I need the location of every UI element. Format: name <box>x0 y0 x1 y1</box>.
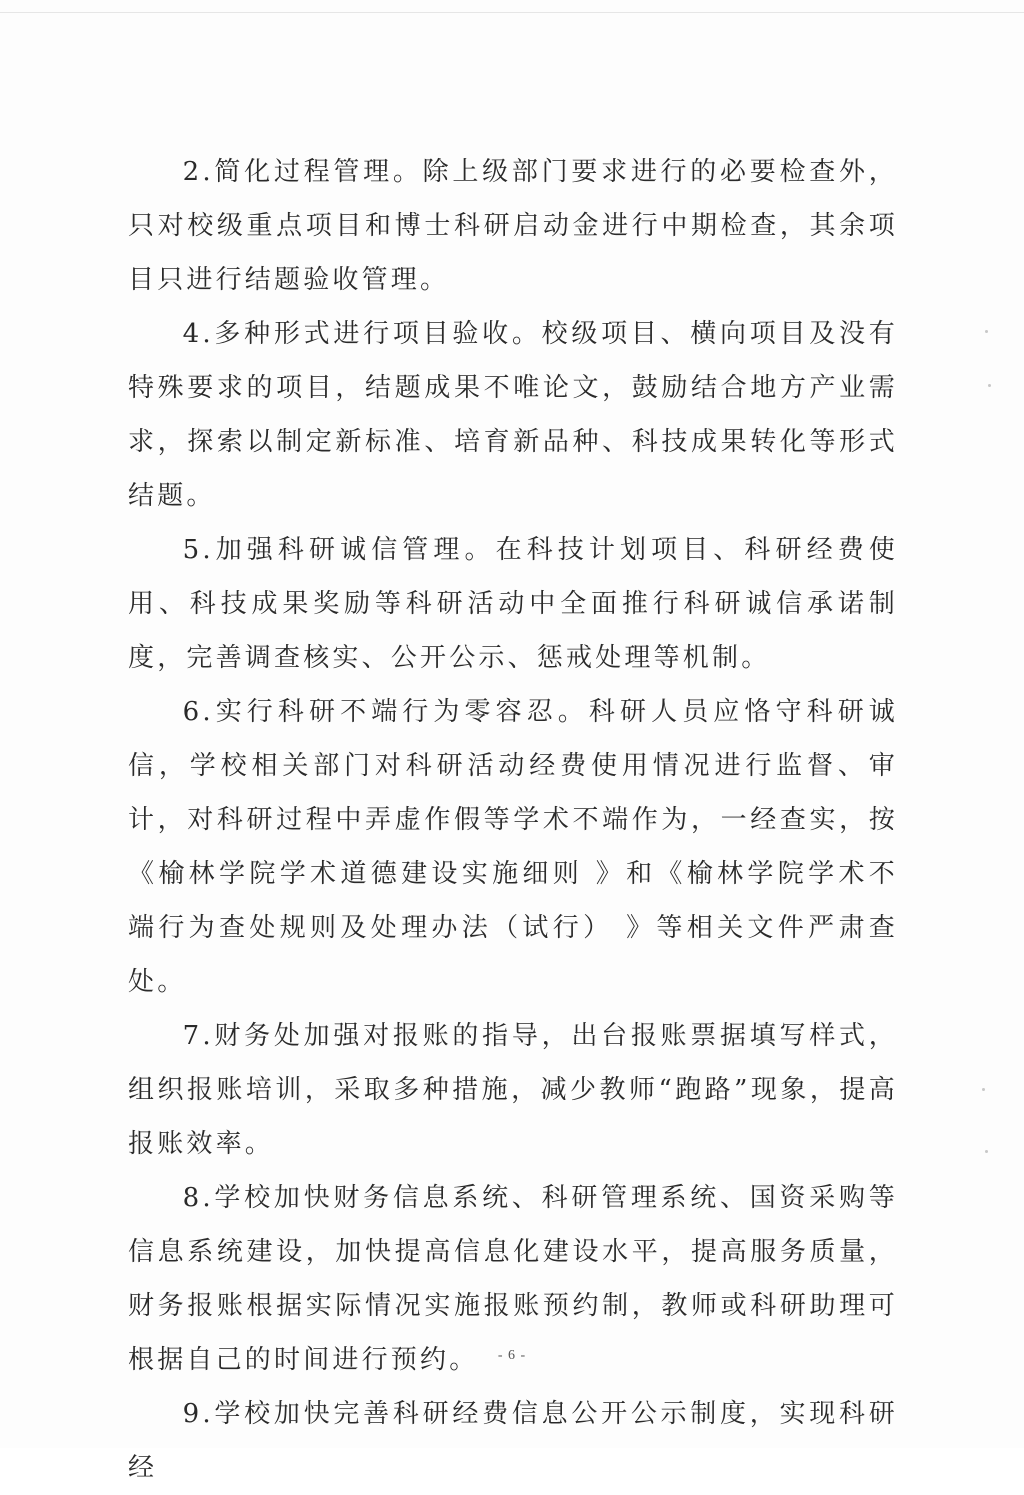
page-number: - 6 - <box>497 1348 527 1363</box>
scan-speck <box>985 1150 988 1153</box>
paragraph-8: 8.学校加快财务信息系统、科研管理系统、国资采购等信息系统建设，加快提高信息化建设水平，提高服务质量，财务报账根据实际情况实施报账预约制，教师或科研助理可根据自己的时间进行预约。 <box>128 1183 898 1375</box>
paragraph-5: 5.加强科研诚信管理。在科技计划项目、科研经费使用、科技成果奖励等科研活动中全面推行科研诚信承诺制度，完善调查核实、公开公示、惩戒处理等机制。 <box>128 535 898 673</box>
paragraph-4: 4.多种形式进行项目验收。校级项目、横向项目及没有特殊要求的项目，结题成果不唯论文，鼓励结合地方产业需求，探索以制定新标准、培育新品种、科技成果转化等形式结题。 <box>128 319 898 511</box>
scan-speck <box>988 384 991 387</box>
scan-top-edge <box>0 12 1024 13</box>
scan-speck <box>982 1088 985 1091</box>
paragraph-6: 6.实行科研不端行为零容忍。科研人员应恪守科研诚信，学校相关部门对科研活动经费使用情况进行监督、审计，对科研过程中弄虚作假等学术不端作为，一经查实，按《榆林学院学术道德建设实施细则 》和《榆林学院学术不端行为查处规则及处理办法（试行） 》等相关文件严肃查处。 <box>128 697 898 997</box>
paragraph-2: 2.简化过程管理。除上级部门要求进行的必要检查外，只对校级重点项目和博士科研启动金进行中期检查，其余项目只进行结题验收管理。 <box>128 157 898 295</box>
paragraph-7: 7.财务处加强对报账的指导，出台报账票据填写样式，组织报账培训，采取多种措施，减少教师“跑路”现象，提高报账效率。 <box>128 1021 898 1159</box>
scan-speck <box>985 330 988 333</box>
document-body <box>128 145 898 1495</box>
paragraph-9: 9.学校加快完善科研经费信息公开公示制度，实现科研经 <box>128 1399 898 1483</box>
